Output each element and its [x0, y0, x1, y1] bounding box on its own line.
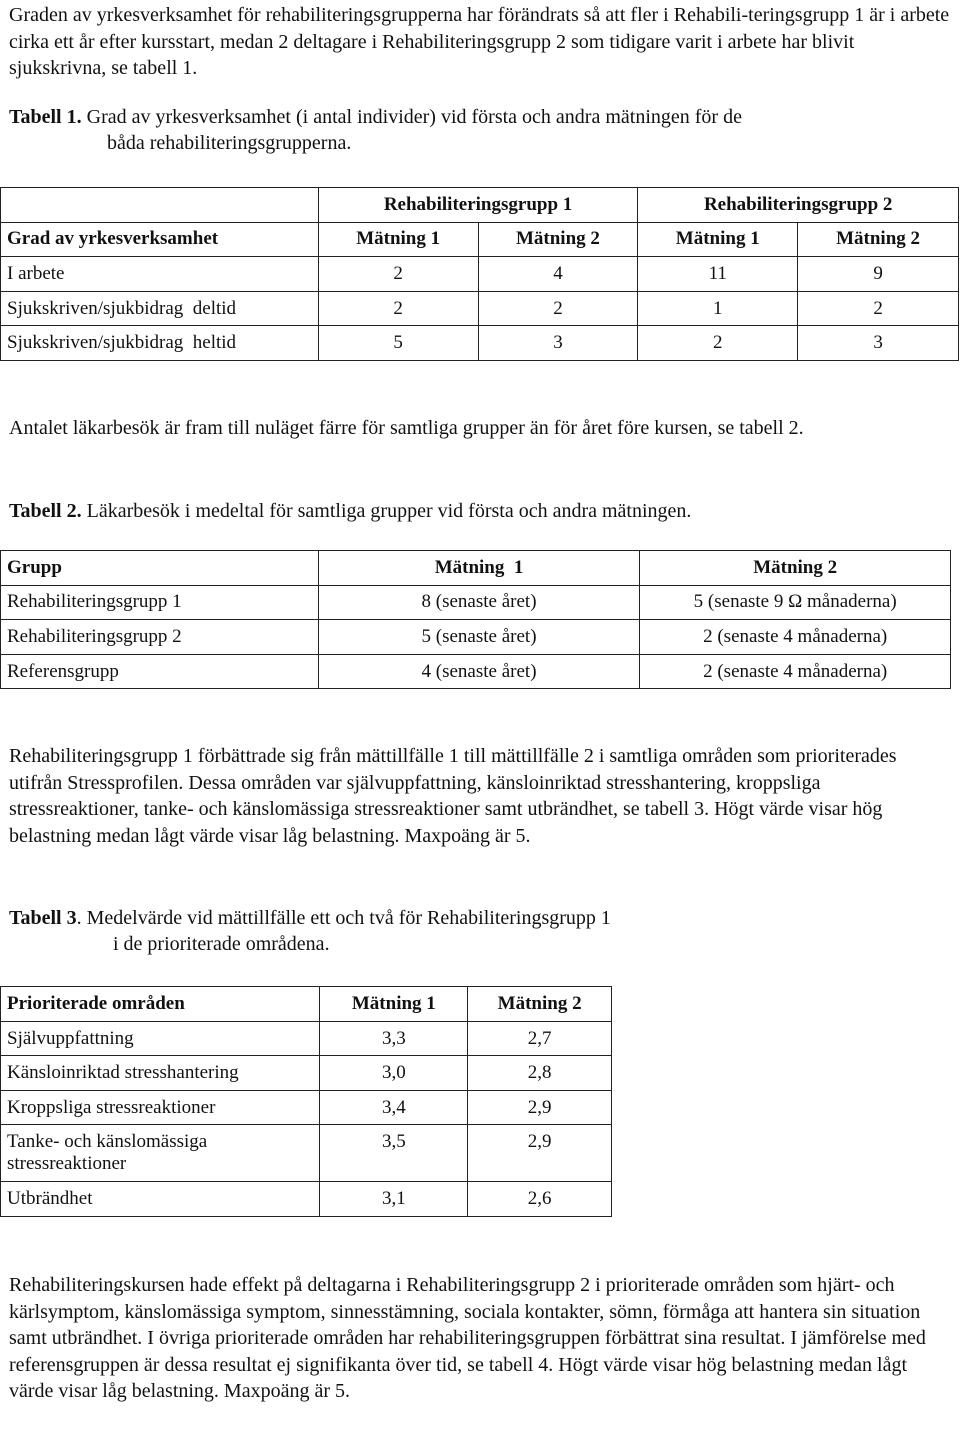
table3-caption-line1: . Medelvärde vid mättillfälle ett och två för Rehabiliteringsgrupp 1: [76, 907, 611, 929]
table-cell: 3,0: [320, 1056, 468, 1091]
table3-caption-line2: i de prioriterade områdena.: [113, 933, 330, 955]
table-cell: 3: [478, 326, 638, 361]
table-row: [1, 620, 951, 655]
table-cell: 11: [638, 257, 798, 292]
table-row: [1, 654, 951, 689]
table-header-cell: Mätning 2: [478, 222, 638, 257]
table-cell: Referensgrupp: [1, 654, 319, 689]
table-header-cell: Grupp: [1, 551, 319, 586]
table-cell: 2: [318, 257, 478, 292]
table-header-cell: Mätning 2: [798, 222, 959, 257]
table-cell: Sjukskriven/sjukbidrag heltid: [1, 326, 319, 361]
table-cell: 3,5: [320, 1125, 468, 1182]
table-row: [1, 987, 612, 1022]
table-cell: 4: [478, 257, 638, 292]
table-row: [1, 326, 959, 361]
table-cell: 8 (senaste året): [318, 585, 640, 620]
table-2: [0, 550, 951, 689]
table-cell: 2: [798, 291, 959, 326]
table-cell: 3: [798, 326, 959, 361]
table-row: [1, 1125, 612, 1182]
table-cell: Rehabiliteringsgrupp 1: [1, 585, 319, 620]
table-cell: 2 (senaste 4 månaderna): [640, 620, 951, 655]
table-cell: 3,4: [320, 1090, 468, 1125]
table-row: [1, 188, 959, 223]
table-row: [1, 1056, 612, 1091]
table1-caption-line2: båda rehabiliteringsgrupperna.: [107, 132, 352, 154]
table-cell: 9: [798, 257, 959, 292]
table-header-cell: Mätning 2: [468, 987, 612, 1022]
table-row: [1, 257, 959, 292]
table-cell: 3,3: [320, 1021, 468, 1056]
table-cell: Sjukskriven/sjukbidrag deltid: [1, 291, 319, 326]
table-1: [0, 187, 959, 361]
table1-caption-label: Tabell 1.: [9, 106, 82, 128]
table-cell: 2,9: [468, 1090, 612, 1125]
table3-caption-label: Tabell 3: [9, 907, 77, 929]
table2-caption-label: Tabell 2.: [9, 500, 82, 522]
table-cell: 5 (senaste året): [318, 620, 640, 655]
table1-caption-line1: Grad av yrkesverksamhet (i antal individer) vid första och andra mätningen för de: [86, 106, 742, 128]
table-cell: 3,1: [320, 1182, 468, 1217]
table1-caption: [9, 104, 954, 156]
table-cell: I arbete: [1, 257, 319, 292]
table-cell: 2: [478, 291, 638, 326]
table-header-cell: [1, 188, 319, 223]
table-header-cell: Mätning 1: [318, 551, 640, 586]
table-header-cell: Grad av yrkesverksamhet: [1, 222, 319, 257]
table2-caption-text: Läkarbesök i medeltal för samtliga grupper vid första och andra mätningen.: [86, 500, 692, 522]
table-header-cell: Mätning 1: [638, 222, 798, 257]
course-effect-paragraph: Rehabiliteringskursen hade effekt på deltagarna i Rehabiliteringsgrupp 2 i prioriterade områden som hjärt- och kärlsymptom, känslomässiga symptom, sinnesstämning, sociala kontakter, sömn, förmåga att hantera sin situation samt utbrändhet. I övriga prioriterade områden har rehabiliteringsgruppen förbättrat sina resultat. I jämförelse med referensgruppen är dessa resultat ej signifikanta över tid, se tabell 4. Högt värde visar hög belastning medan lågt värde visar låg belastning. Maxpoäng är 5.: [9, 1274, 926, 1402]
table-header-cell: Mätning 2: [640, 551, 951, 586]
table-cell: Tanke- och känslomässiga stressreaktioner: [1, 1125, 320, 1182]
table-row: [1, 291, 959, 326]
table-group-header: Rehabiliteringsgrupp 1: [318, 188, 638, 223]
table-group-header: Rehabiliteringsgrupp 2: [638, 188, 959, 223]
table-cell: 1: [638, 291, 798, 326]
table-cell: 5 (senaste 9 Ω månaderna): [640, 585, 951, 620]
table-cell: 2: [638, 326, 798, 361]
doctor-visits-paragraph: Antalet läkarbesök är fram till nuläget färre för samtliga grupper än för året före kursen, se tabell 2.: [9, 417, 804, 439]
table-cell: 2,6: [468, 1182, 612, 1217]
table-header-cell: Mätning 1: [318, 222, 478, 257]
table-cell: 2,9: [468, 1125, 612, 1182]
table-cell: 2: [318, 291, 478, 326]
table-cell: Känsloinriktad stresshantering: [1, 1056, 320, 1091]
table-header-cell: Mätning 1: [320, 987, 468, 1022]
table-header-cell: Prioriterade områden: [1, 987, 320, 1022]
table-row: [1, 1021, 612, 1056]
table-cell: 2,8: [468, 1056, 612, 1091]
table-row: [1, 1182, 612, 1217]
table-cell: 2 (senaste 4 månaderna): [640, 654, 951, 689]
intro-paragraph: Graden av yrkesverksamhet för rehabiliteringsgrupperna har förändrats så att fler i Rehabili-teringsgrupp 1 är i arbete cirka ett år efter kursstart, medan 2 deltagare i Rehabiliteringsgrupp 2 som tidigare varit i arbete har blivit sjukskrivna, se tabell 1.: [9, 4, 950, 79]
table-cell: 2,7: [468, 1021, 612, 1056]
table2-caption: [9, 498, 954, 524]
table-cell: Kroppsliga stressreaktioner: [1, 1090, 320, 1125]
table-cell: 4 (senaste året): [318, 654, 640, 689]
table-row: [1, 585, 951, 620]
table3-caption: [9, 905, 954, 957]
table-cell: Självuppfattning: [1, 1021, 320, 1056]
table-row: [1, 222, 959, 257]
table-3: [0, 986, 612, 1217]
table-row: [1, 1090, 612, 1125]
table-row: [1, 551, 951, 586]
table-cell: 5: [318, 326, 478, 361]
table-cell: Rehabiliteringsgrupp 2: [1, 620, 319, 655]
stress-profile-paragraph: Rehabiliteringsgrupp 1 förbättrade sig från mättillfälle 1 till mättillfälle 2 i samtliga områden som prioriterades utifrån Stressprofilen. Dessa områden var självuppfattning, känsloinriktad stresshantering, kroppsliga stressreaktioner, tanke- och känslomässiga stressreaktioner samt utbrändhet, se tabell 3. Högt värde visar hög belastning medan lågt värde visar låg belastning. Maxpoäng är 5.: [9, 745, 897, 847]
table-cell: Utbrändhet: [1, 1182, 320, 1217]
